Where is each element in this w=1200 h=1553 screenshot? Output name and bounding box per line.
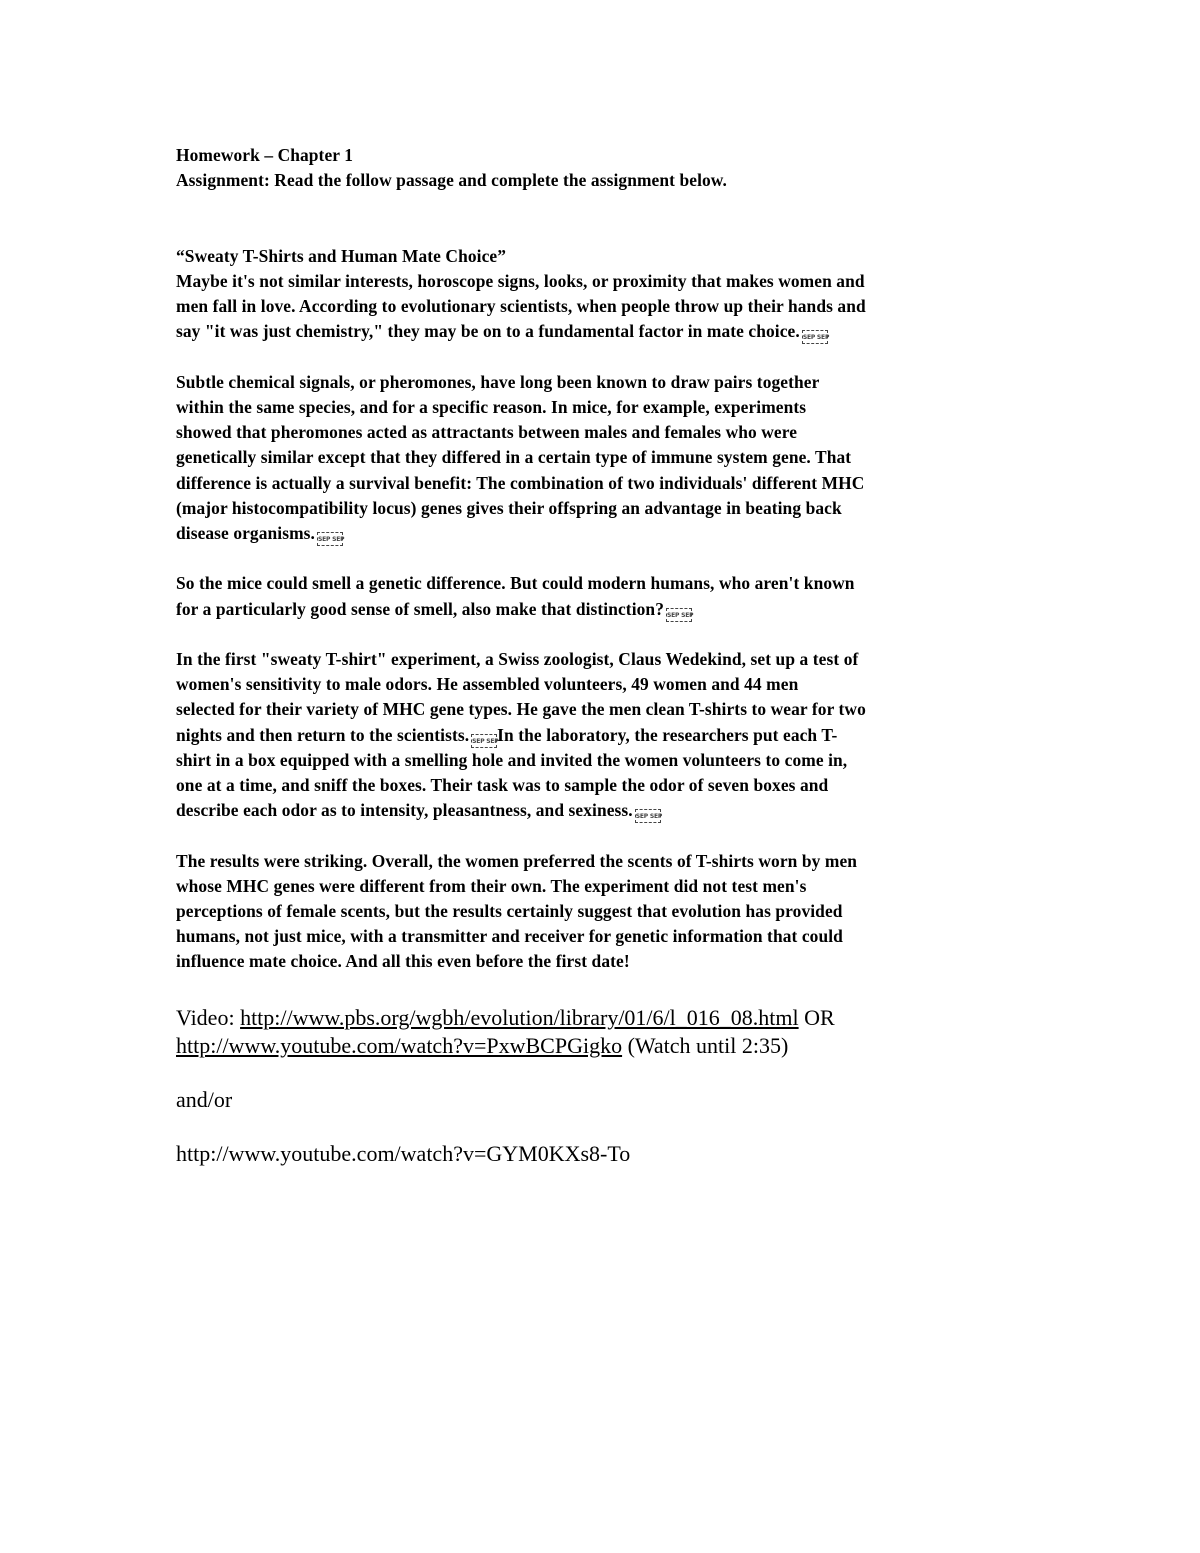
document-body (176, 143, 1036, 975)
paragraph-line: describe each odor as to intensity, pleasantness, and sexiness. SEP SEP (176, 798, 1036, 823)
paragraph-line: humans, not just mice, with a transmitter and receiver for genetic information that could (176, 926, 843, 947)
paragraph-2 (176, 370, 1036, 546)
sep-glyph: SEP SEP (802, 330, 828, 344)
paragraph-line: within the same species, and for a specific reason. In mice, for example, experiments (176, 396, 807, 417)
paragraph-4 (176, 647, 1036, 823)
paragraph-line: So the mice could smell a genetic difference. But could modern humans, who aren't known (176, 573, 855, 594)
paragraph-line: The results were striking. Overall, the women preferred the scents of T-shirts worn by men (176, 850, 858, 871)
paragraph-line: difference is actually a survival benefit: The combination of two individuals' different MHC (176, 472, 865, 493)
paragraph-line: disease organisms. SEP SEP (176, 521, 1036, 546)
youtube-video-link[interactable]: http://www.youtube.com/watch?v=PxwBCPGigko (176, 1033, 623, 1058)
assignment-instructions: Assignment: Read the follow passage and complete the assignment below. (176, 170, 727, 191)
paragraph-5 (176, 849, 1036, 975)
paragraph-line: women's sensitivity to male odors. He assembled volunteers, 49 women and 44 men (176, 674, 799, 695)
paragraph-line: for a particularly good sense of smell, also make that distinction? SEP SEP (176, 597, 1036, 622)
sep-glyph: SEP SEP (635, 809, 661, 823)
or-text: OR (798, 1005, 835, 1030)
homework-title: Homework – Chapter 1 (176, 145, 354, 165)
sep-glyph: SEP SEP (471, 734, 497, 748)
paragraph-line: genetically similar except that they differed in a certain type of immune system gene. That (176, 447, 852, 468)
and-or-text: and/or (176, 1087, 233, 1112)
video-label: Video: (176, 1005, 241, 1030)
paragraph-line: say "it was just chemistry," they may be on to a fundamental factor in mate choice. SEP SEP (176, 319, 1036, 344)
paragraph-line: In the first "sweaty T-shirt" experiment, a Swiss zoologist, Claus Wedekind, set up a test of (176, 648, 859, 669)
video-line (176, 1004, 1036, 1032)
paragraph-line: (major histocompatibility locus) genes gives their offspring an advantage in beating back (176, 497, 842, 518)
youtube-line (176, 1032, 1036, 1060)
paragraph-line: perceptions of female scents, but the results certainly suggest that evolution has provided (176, 901, 843, 921)
article-heading: “Sweaty T-Shirts and Human Mate Choice” (176, 245, 506, 266)
sep-glyph: SEP SEP (317, 532, 343, 546)
paragraph-1 (176, 269, 1036, 345)
youtube-url-text: http://www.youtube.com/watch?v=GYM0KXs8-To (176, 1141, 631, 1166)
paragraph-line: whose MHC genes were different from their own. The experiment did not test men's (176, 875, 807, 896)
video-section (176, 1004, 1036, 1168)
paragraph-line: Maybe it's not similar interests, horoscope signs, looks, or proximity that makes women and (176, 270, 865, 291)
paragraph-3 (176, 571, 1036, 621)
paragraph-line: one at a time, and sniff the boxes. Their task was to sample the odor of seven boxes and (176, 775, 829, 795)
paragraph-line: Subtle chemical signals, or pheromones, have long been known to draw pairs together (176, 371, 820, 392)
sep-glyph: SEP SEP (666, 608, 692, 622)
pbs-video-link[interactable]: http://www.pbs.org/wgbh/evolution/library/01/6/l_016_08.html (240, 1005, 799, 1030)
paragraph-line: nights and then return to the scientists. SEP SEPIn the laboratory, the researchers put each T- (176, 723, 1036, 748)
watch-note: (Watch until 2:35) (622, 1033, 789, 1058)
paragraph-line: influence mate choice. And all this even before the first date! (176, 951, 630, 972)
paragraph-line: showed that pheromones acted as attractants between males and females who were (176, 422, 798, 443)
paragraph-line: selected for their variety of MHC gene types. He gave the men clean T-shirts to wear for two (176, 699, 866, 720)
paragraph-line: men fall in love. According to evolutionary scientists, when people throw up their hands and (176, 296, 866, 317)
paragraph-line: shirt in a box equipped with a smelling hole and invited the women volunteers to come in, (176, 749, 848, 770)
